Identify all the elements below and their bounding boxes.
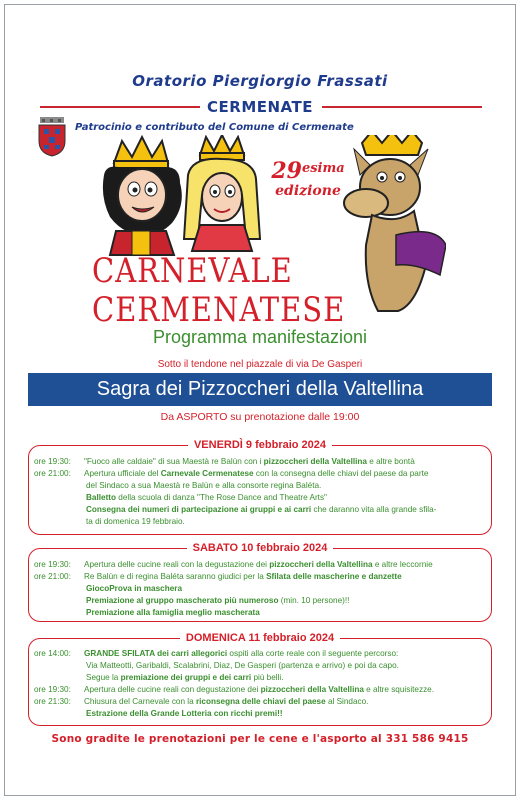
- edition-number: 29: [271, 158, 302, 184]
- sunday-title: DOMENICA 11 febbraio 2024: [0, 632, 520, 644]
- list-item: ore 21:30: Chiusura del Carnevale con la riconsegna delle chiavi del paese al Sindaco.: [34, 697, 369, 706]
- saturday-title: SABATO 10 febbraio 2024: [0, 542, 520, 554]
- list-item: Estrazione della Grande Lotteria con ricchi premi!!: [86, 709, 283, 718]
- king-icon: [103, 137, 182, 255]
- sagra-banner: Sagra dei Pizzoccheri della Valtellina: [28, 373, 492, 406]
- friday-title: VENERDÌ 9 febbraio 2024: [0, 439, 520, 451]
- programme-heading: Programma manifestazioni: [152, 327, 368, 347]
- booking-footer: Sono gradite le prenotazioni per le cene e l'asporto al 331 586 9415: [51, 733, 469, 745]
- list-item: Premiazione al gruppo mascherato più numeroso (min. 10 persone)!!: [86, 596, 350, 605]
- coat-of-arms-icon: [36, 117, 68, 157]
- list-item: ore 14:00: GRANDE SFILATA dei carri allegorici ospiti alla corte reale con il seguente percorso:: [34, 649, 399, 658]
- list-item: Balletto della scuola di danza "The Rose Dance and Theatre Arts": [86, 493, 327, 502]
- town-name: CERMENATE: [207, 98, 313, 116]
- patronage-text: Patrocinio e contributo del Comune di Cermenate: [75, 122, 354, 133]
- edition-suffix: esima: [301, 161, 345, 176]
- list-item: ta di domenica 19 febbraio.: [86, 517, 185, 526]
- list-item: Via Matteotti, Garibaldi, Scalabrini, Diaz, De Gasperi (partenza e arrivo) e poi da capo.: [86, 661, 399, 670]
- list-item: ore 19:30: Apertura delle cucine reali con la degustazione dei pizzoccheri della Valtellina e altre leccornie: [34, 560, 433, 569]
- list-item: ore 21:00: Apertura ufficiale del Carnevale Cermenatese con la consegna delle chiavi del paese da parte: [34, 469, 429, 478]
- queen-icon: [184, 135, 260, 251]
- list-item: GiocoProva in maschera: [86, 584, 183, 593]
- list-item: ore 21:00: Re Balùn e di regina Baléta saranno giudici per la Sfilata delle mascherine e danzette: [34, 572, 402, 581]
- org-name: Oratorio Piergiorgio Frassati: [132, 72, 388, 90]
- edition-label: edizione: [275, 183, 341, 199]
- edition-badge: [258, 160, 358, 200]
- venue-text: Sotto il tendone nel piazzale di via De Gasperi: [157, 359, 363, 370]
- takeaway-text: Da ASPORTO su prenotazione dalle 19:00: [160, 411, 360, 423]
- list-item: Premiazione alla famiglia meglio mascherata: [86, 608, 260, 617]
- list-item: Segue la premiazione dei gruppi e dei carri più belli.: [86, 673, 284, 682]
- list-item: Consegna dei numeri di partecipazione ai gruppi e ai carri che daranno vita alla grande sfila-: [86, 505, 437, 514]
- list-item: ore 19:30: Apertura delle cucine reali con degustazione dei pizzoccheri della Valtellina e altre squisitezze.: [34, 685, 434, 694]
- list-item: ore 19:30: "Fuoco alle caldaie" di sua Maestà re Balùn con i pizzoccheri della Valtellina e altre bontà: [34, 457, 415, 466]
- list-item: del Sindaco a sua Maestà re Balùn e alla consorte regina Baléta.: [86, 481, 322, 490]
- carnival-title: CARNEVALE CERMENATESE: [92, 250, 346, 330]
